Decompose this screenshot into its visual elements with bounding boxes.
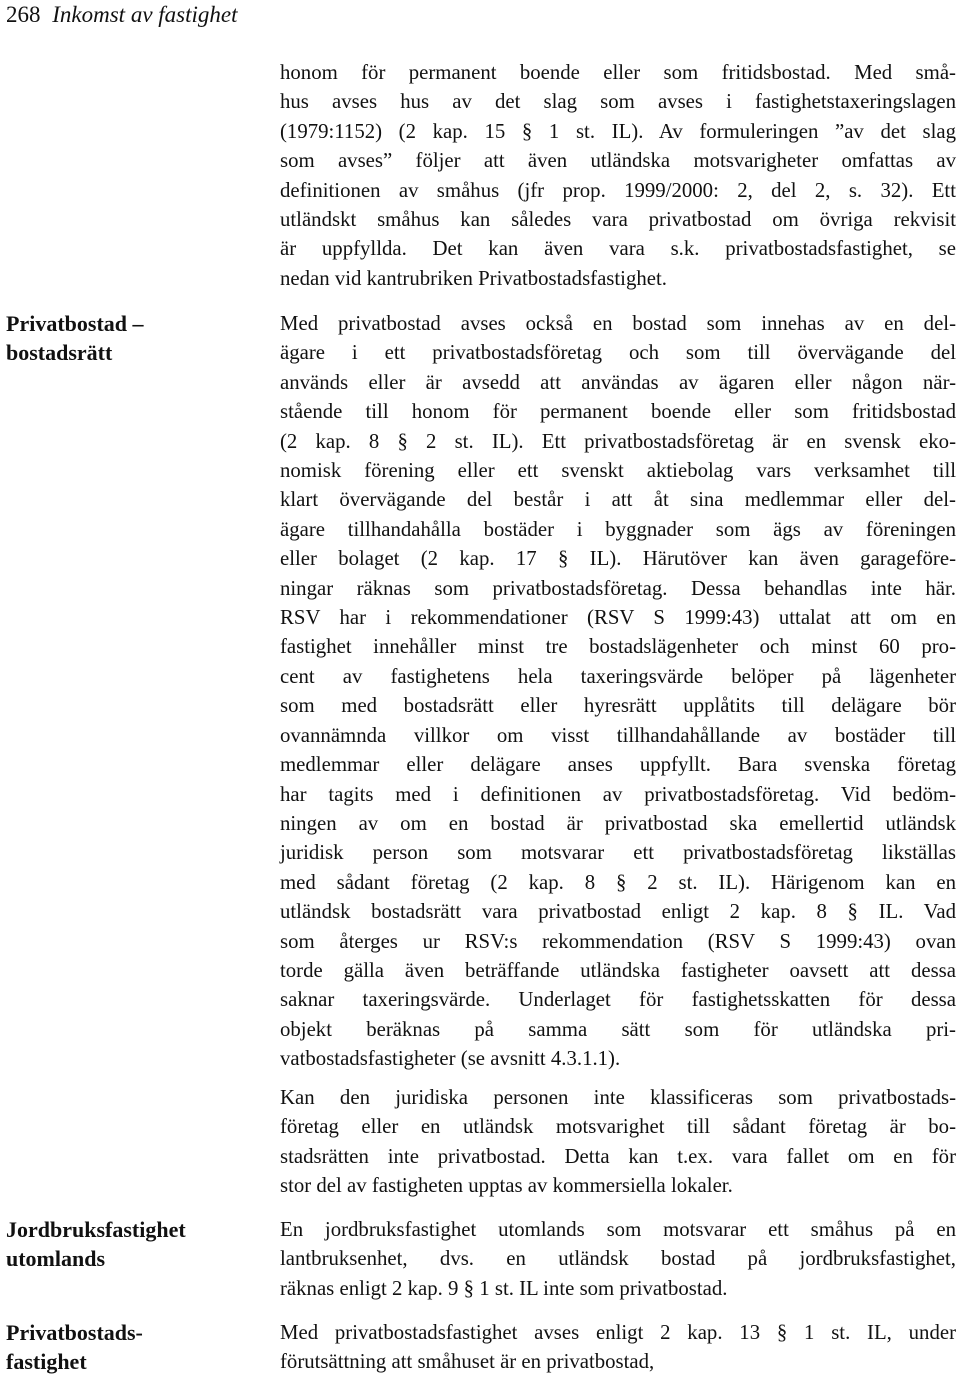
text-line: Kan den juridiska personen inte klassificeras som privatbostads- [280, 1086, 956, 1109]
page-header [6, 0, 238, 30]
text-line: stående till honom för permanent boende eller som fritidsbostad [280, 400, 956, 424]
text-line: ningar räknas som privatbostadsföretag. Dessa behandlas inte här. [280, 576, 956, 600]
text-line: definitionen av småhus (jfr prop. 1999/2000: 2, del 2, s. 32). Ett [280, 178, 956, 202]
text-line: lantbruksenhet, dvs. en utländsk bostad på jordbruksfastighet, [280, 1247, 956, 1271]
text-line: cent av fastighetens hela taxeringsvärde belöper på lägenheter [280, 664, 956, 688]
paragraph-privatbostad-bostadsratt [280, 309, 956, 1074]
text-line: ägare tillhandahålla bostäder i byggnader som ägs av föreningen [280, 517, 956, 541]
text-line: objekt beräknas på samma sätt som för utländska pri- [280, 1017, 956, 1041]
text-line: stadsrätten inte privatbostad. Detta kan t.ex. vara fallet om en för [280, 1144, 956, 1168]
text-line: RSV har i rekommendationer (RSV S 1999:43) uttalat att om en [280, 606, 956, 630]
side-heading-line: bostadsrätt [6, 340, 113, 366]
text-line: ägare i ett privatbostadsföretag och som till övervägande del [280, 341, 956, 365]
text-line: företag eller en utländsk motsvarighet till sådant företag är bo- [280, 1115, 956, 1139]
text-line: stor del av fastigheten upptas av kommersiella lokaler. [280, 1174, 733, 1198]
side-heading-line: fastighet [6, 1349, 87, 1375]
side-heading-privatbostad-bostadsratt [6, 309, 256, 368]
text-line: (1979:1152) (2 kap. 15 § 1 st. IL). Av formuleringen ”av det slag [280, 119, 956, 143]
text-line: fastighet innehåller minst tre bostadslägenheter och minst 60 pro- [280, 635, 956, 659]
side-heading-line: utomlands [6, 1246, 106, 1272]
text-line: juridisk person som motsvarar ett privatbostadsföretag likställas [280, 841, 956, 865]
text-line: nomisk förening eller ett svenskt aktiebolag vars verksamhet till [280, 459, 956, 483]
side-heading-privatbostadsfastighet [6, 1318, 256, 1377]
text-line: (2 kap. 8 § 2 st. IL). Ett privatbostadsföretag är en svensk eko- [280, 429, 956, 453]
side-heading-line: Privatbostad – [6, 311, 144, 336]
text-line: Med privatbostadsfastighet avses enligt 2 kap. 13 § 1 st. IL, under [280, 1321, 956, 1344]
text-line: har tagits med i definitionen av privatbostadsföretag. Vid bedöm- [280, 782, 956, 806]
text-line: En jordbruksfastighet utomlands som motsvarar ett småhus på en [280, 1218, 956, 1241]
side-heading-line: Privatbostads- [6, 1320, 143, 1345]
text-line: används eller är avsedd att användas av ägaren eller någon när- [280, 370, 956, 394]
text-line: nedan vid kantrubriken Privatbostadsfastighet. [280, 266, 667, 290]
text-line: saknar taxeringsvärde. Underlaget för fastighetsskatten för dessa [280, 988, 956, 1012]
text-line: utländskt småhus kan således vara privatbostad om övriga rekvisit [280, 208, 956, 232]
text-line: är uppfyllda. Det kan även vara s.k. privatbostadsfastighet, se [280, 237, 956, 261]
page-number: 268 [6, 2, 41, 27]
paragraph-privatbostadsfastighet [280, 1318, 956, 1377]
paragraph-jordbruksfastighet [280, 1215, 956, 1303]
text-line: som med bostadsrätt eller hyresrätt upplåtits till delägare bör [280, 694, 956, 718]
text-line: ningen av om en bostad är privatbostad ska emellertid utländsk [280, 811, 956, 835]
text-line: räknas enligt 2 kap. 9 § 1 st. IL inte som privatbostad. [280, 1276, 728, 1300]
paragraph-juridisk-person [280, 1083, 956, 1201]
side-heading-jordbruksfastighet-utomlands [6, 1215, 256, 1274]
text-line: honom för permanent boende eller som fritidsbostad. Med små- [280, 61, 956, 84]
text-line: som avses” följer att även utländska motsvarigheter omfattas av [280, 149, 956, 173]
text-line: hus avses hus av det slag som avses i fastighetstaxeringslagen [280, 90, 956, 114]
paragraph-smahus [280, 58, 956, 293]
text-line: eller bolaget (2 kap. 17 § IL). Härutöver kan även garageföre- [280, 547, 956, 571]
text-line: som återges ur RSV:s rekommendation (RSV S 1999:43) ovan [280, 929, 956, 953]
text-line: klart övervägande del består i att åt sina medlemmar eller del- [280, 488, 956, 512]
text-line: torde gälla även beträffande utländska fastigheter oavsett att dessa [280, 958, 956, 982]
text-line: Med privatbostad avses också en bostad som innehas av en del- [280, 312, 956, 335]
text-line: ovannämnda villkor om visst tillhandahållande av bostäder till [280, 723, 956, 747]
text-line: förutsättning att småhuset är en privatbostad, [280, 1350, 655, 1374]
running-title: Inkomst av fastighet [52, 2, 238, 27]
text-line: medlemmar eller delägare anses uppfyllt. Bara svenska företag [280, 753, 956, 777]
text-line: vatbostadsfastigheter (se avsnitt 4.3.1.1). [280, 1047, 621, 1071]
text-line: med sådant företag (2 kap. 8 § 2 st. IL). Härigenom kan en [280, 870, 956, 894]
side-heading-line: Jordbruksfastighet [6, 1217, 186, 1242]
text-line: utländsk bostadsrätt vara privatbostad enligt 2 kap. 8 § IL. Vad [280, 900, 956, 924]
